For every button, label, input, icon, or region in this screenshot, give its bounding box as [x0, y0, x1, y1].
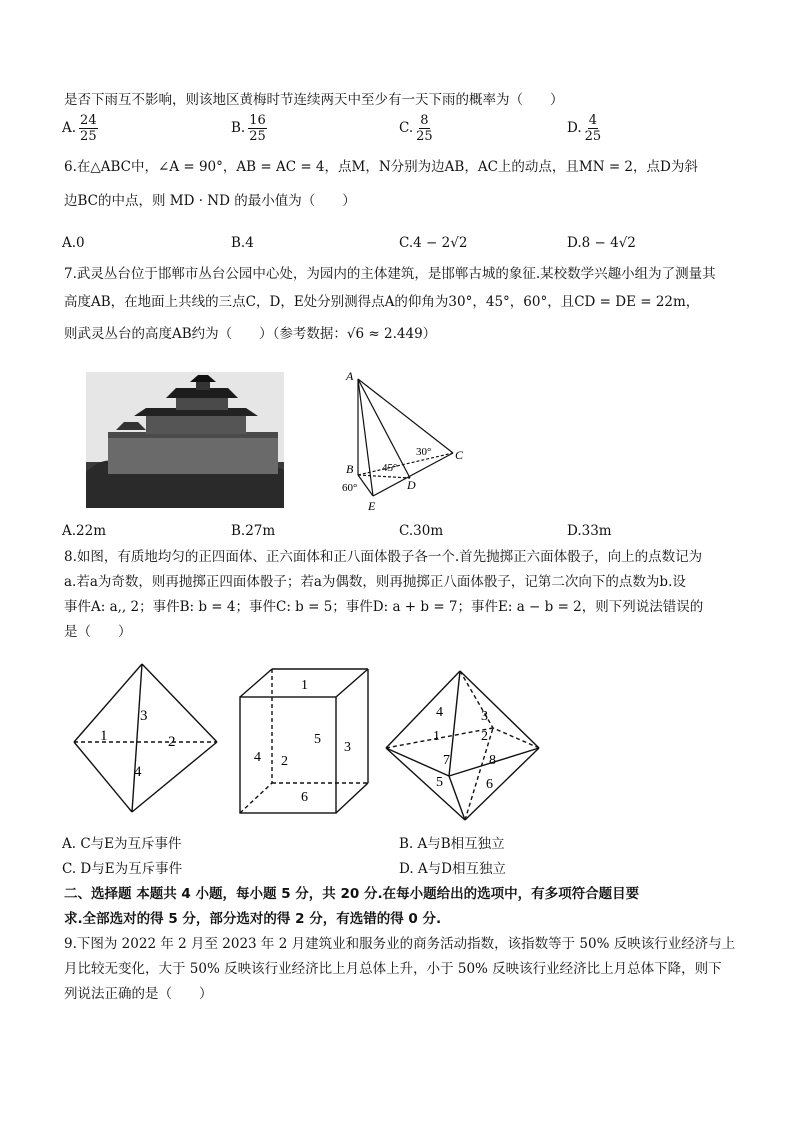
angle-30: 30° — [416, 446, 432, 458]
q6-option-d: D.8 − 4√2 — [567, 235, 636, 251]
cube-die — [236, 665, 376, 821]
q6-line1: 6.在△ABC中，∠A = 90°，AB = AC = 4，点M，N分别为边AB，AC上的动点，且MN = 2，点D为斜 — [64, 159, 698, 175]
q7-option-a: A.22m — [62, 523, 107, 539]
octa-face-1: 1 — [433, 729, 440, 744]
q5-option-b: B. $\frac{16}{25}$ — [231, 113, 266, 144]
section2-heading-line1: 二、选择题 本题共 4 小题，每小题 5 分，共 20 分.在每小题给出的选项中，有多项符合题目要 — [64, 886, 640, 902]
q6-line2: 边BC的中点，则 MD · ND 的最小值为（ ） — [64, 193, 356, 209]
octa-face-7: 7 — [443, 753, 450, 768]
q8-option-b: B. A与B相互独立 — [399, 836, 505, 852]
tetrahedron-die — [70, 660, 222, 820]
q8-line4: 是（ ） — [64, 624, 132, 640]
q7-option-b: B.27m — [231, 523, 276, 539]
q5-option-d: D. $\frac{4}{25}$ — [567, 113, 602, 144]
octa-face-8: 8 — [489, 753, 496, 768]
q9-line3: 列说法正确的是（ ） — [64, 986, 213, 1002]
q8-line1: 8.如图，有质地均匀的正四面体、正六面体和正八面体骰子各一个.首先抛掷正六面体骰子，向上的点数记为 — [64, 549, 703, 565]
angle-45: 45° — [382, 462, 398, 474]
q8-line3: 事件A: a,, 2；事件B: b = 4；事件C: b = 5；事件D: a + b = 7；事件E: a − b = 2，则下列说法错误的 — [64, 599, 704, 615]
tetra-face-3: 3 — [140, 708, 148, 724]
cube-face-3: 3 — [344, 740, 351, 755]
cube-face-1: 1 — [301, 678, 308, 693]
octa-face-6: 6 — [486, 777, 493, 792]
cube-face-5: 5 — [314, 732, 321, 747]
octa-face-4: 4 — [436, 705, 443, 720]
label-c: C — [455, 448, 464, 462]
label-a: A — [346, 369, 354, 383]
octahedron-die — [383, 668, 543, 826]
octa-face-3: 3 — [481, 709, 488, 724]
q5-option-c: C. $\frac{8}{25}$ — [399, 113, 433, 144]
q7-option-c: C.30m — [399, 523, 444, 539]
tetra-face-2: 2 — [168, 734, 176, 750]
q7-option-d: D.33m — [567, 523, 612, 539]
label-e: E — [368, 499, 376, 513]
q9-line2: 月比较无变化，大于 50% 反映该行业经济比上月总体上升，小于 50% 反映该行业经济比上月总体下降，则下 — [64, 961, 722, 977]
congtai-photo — [86, 372, 284, 508]
cube-face-2: 2 — [281, 754, 288, 769]
q8-option-a: A. C与E为互斥事件 — [62, 836, 182, 852]
q8-line2: a.若a为奇数，则再抛掷正四面体骰子；若a为偶数，则再抛掷正八面体骰子，记第二次向下的点数为b.设 — [64, 574, 686, 590]
q8-option-c: C. D与E为互斥事件 — [62, 861, 183, 877]
q6-option-b: B.4 — [231, 235, 254, 251]
q5-text: 是否下雨互不影响，则该地区黄梅时节连续两天中至少有一天下雨的概率为（ ） — [64, 92, 564, 108]
label-d: D — [407, 478, 416, 492]
octa-face-2: 2 — [481, 729, 488, 744]
tetra-face-4: 4 — [134, 764, 142, 780]
cube-face-4: 4 — [254, 750, 261, 765]
q7-line2: 高度AB，在地面上共线的三点C，D，E处分别测得点A的仰角为30°，45°，60°，且CD = DE = 22m， — [64, 294, 700, 310]
q6-option-a: A.0 — [62, 235, 85, 251]
q8-option-d: D. A与D相互独立 — [399, 861, 506, 877]
label-b: B — [346, 462, 354, 476]
q7-line1: 7.武灵丛台位于邯郸市丛台公园中心处，为园内的主体建筑，是邯郸古城的象征.某校数学兴趣小组为了测量其 — [64, 266, 716, 282]
q5-option-a: A. $\frac{24}{25}$ — [62, 113, 97, 144]
q6-option-c: C.4 − 2√2 — [399, 235, 468, 251]
tetra-face-1: 1 — [100, 728, 108, 744]
q7-triangle-diagram — [330, 365, 480, 515]
q7-line3: 则武灵丛台的高度AB约为（ ）（参考数据：√6 ≈ 2.449） — [64, 326, 437, 342]
section2-heading-line2: 求.全部选对的得 5 分，部分选对的得 2 分，有选错的得 0 分. — [64, 911, 442, 927]
octa-face-5: 5 — [436, 775, 443, 790]
angle-60: 60° — [342, 482, 358, 494]
q9-line1: 9.下图为 2022 年 2 月至 2023 年 2 月建筑业和服务业的商务活动指数，该指数等于 50% 反映该行业经济与上 — [64, 936, 736, 952]
cube-face-6: 6 — [301, 790, 308, 805]
